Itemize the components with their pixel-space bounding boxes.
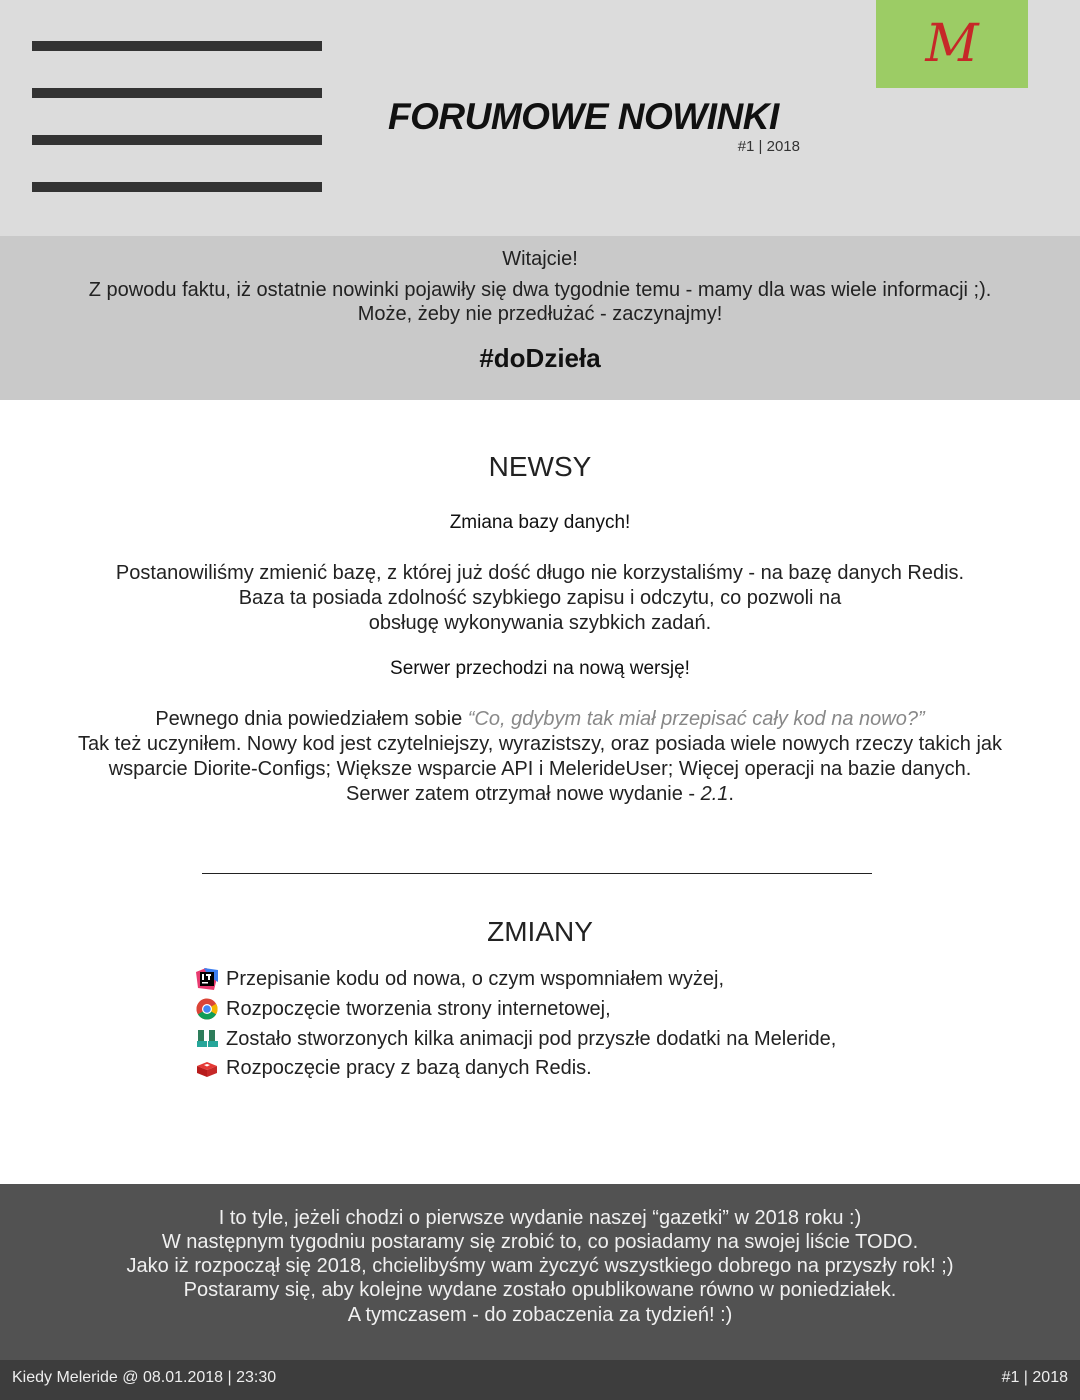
news-1-line-2: Baza ta posiada zdolność szybkiego zapisu i odczytu, co pozwoli na (238, 587, 842, 609)
welcome-line-2: Może, żeby nie przedłużać - zaczynajmy! (357, 303, 723, 325)
list-item-text: Rozpoczęcie tworzenia strony internetowej, (226, 997, 611, 1020)
news-2-line-4-text: Serwer zatem otrzymał nowe wydanie - (346, 783, 701, 805)
menu-bar-2 (32, 88, 322, 98)
version-number: 2.1 (700, 783, 729, 805)
redis-icon (196, 1057, 218, 1079)
list-item (196, 1026, 836, 1052)
animation-icon (196, 1028, 218, 1050)
news-2-line-2: Tak też uczyniłem. Nowy kod jest czytelniejszy, wyrazistszy, oraz posiada wiele nowych rzeczy takich jak (77, 733, 1003, 755)
divider (202, 873, 872, 874)
news-1-line-3: obsługę wykonywania szybkich zadań. (368, 612, 712, 634)
logo (876, 0, 1028, 88)
news-1-line-1: Postanowiliśmy zmienić bazę, z której już dość długo nie korzystaliśmy - na bazę danych Redis. (115, 562, 965, 584)
news-2-line-1-text: Pewnego dnia powiedziałem sobie (155, 708, 468, 730)
news-heading: NEWSY (488, 451, 592, 482)
closing-line-5: A tymczasem - do zobaczenia za tydzień! :) (347, 1304, 733, 1326)
list-item (196, 966, 724, 992)
page-title: FORUMOWE NOWINKI (388, 96, 779, 137)
welcome-line-1: Z powodu faktu, iż ostatnie nowinki pojawiły się dwa tygodnie temu - mamy dla was wiele informacji ;). (88, 279, 992, 301)
list-item-text: Rozpoczęcie pracy z bazą danych Redis. (226, 1056, 592, 1079)
footer-issue: #1 | 2018 (1001, 1369, 1068, 1386)
news-2-line-3: wsparcie Diorite-Configs; Większe wsparcie API i MelerideUser; Więcej operacji na bazie danych. (108, 758, 972, 780)
news-title-2: Serwer przechodzi na nową wersję! (390, 658, 690, 679)
news-2-line-4-end: . (728, 783, 734, 805)
hashtag: #doDzieła (479, 343, 601, 373)
closing-line-1: I to tyle, jeżeli chodzi o pierwsze wydanie naszej “gazetki” w 2018 roku :) (218, 1207, 862, 1229)
welcome-greeting: Witajcie! (502, 248, 578, 270)
list-item (196, 1055, 592, 1081)
news-title-1: Zmiana bazy danych! (449, 512, 631, 533)
closing-line-4: Postaramy się, aby kolejne wydane zostało opublikowane równo w poniedziałek. (183, 1279, 897, 1301)
list-item-text: Przepisanie kodu od nowa, o czym wspomniałem wyżej, (226, 967, 724, 990)
menu-bar-1 (32, 41, 322, 51)
closing-line-3: Jako iż rozpoczął się 2018, chcielibyśmy wam życzyć wszystkiego dobrego na przyszły rok! ;) (126, 1255, 954, 1277)
chrome-icon (196, 998, 218, 1020)
menu-bar-3 (32, 135, 322, 145)
closing-line-2: W następnym tygodniu postaramy się zrobić to, co posiadamy na swojej liście TODO. (161, 1231, 919, 1253)
changes-heading: ZMIANY (487, 916, 593, 947)
list-item (196, 996, 611, 1022)
intellij-icon (196, 968, 218, 990)
news-2-line-4 (0, 783, 1080, 806)
list-item-text: Zostało stworzonych kilka animacji pod przyszłe dodatki na Meleride, (226, 1027, 837, 1050)
news-2-quote: “Co, gdybym tak miał przepisać cały kod na nowo?” (467, 708, 925, 730)
logo-letter: M (925, 14, 979, 74)
menu-bar-4 (32, 182, 322, 192)
signature: Kiedy Meleride @ 08.01.2018 | 23:30 (12, 1369, 277, 1386)
issue-number: #1 | 2018 (737, 138, 800, 155)
news-2-line-1 (0, 708, 1080, 731)
